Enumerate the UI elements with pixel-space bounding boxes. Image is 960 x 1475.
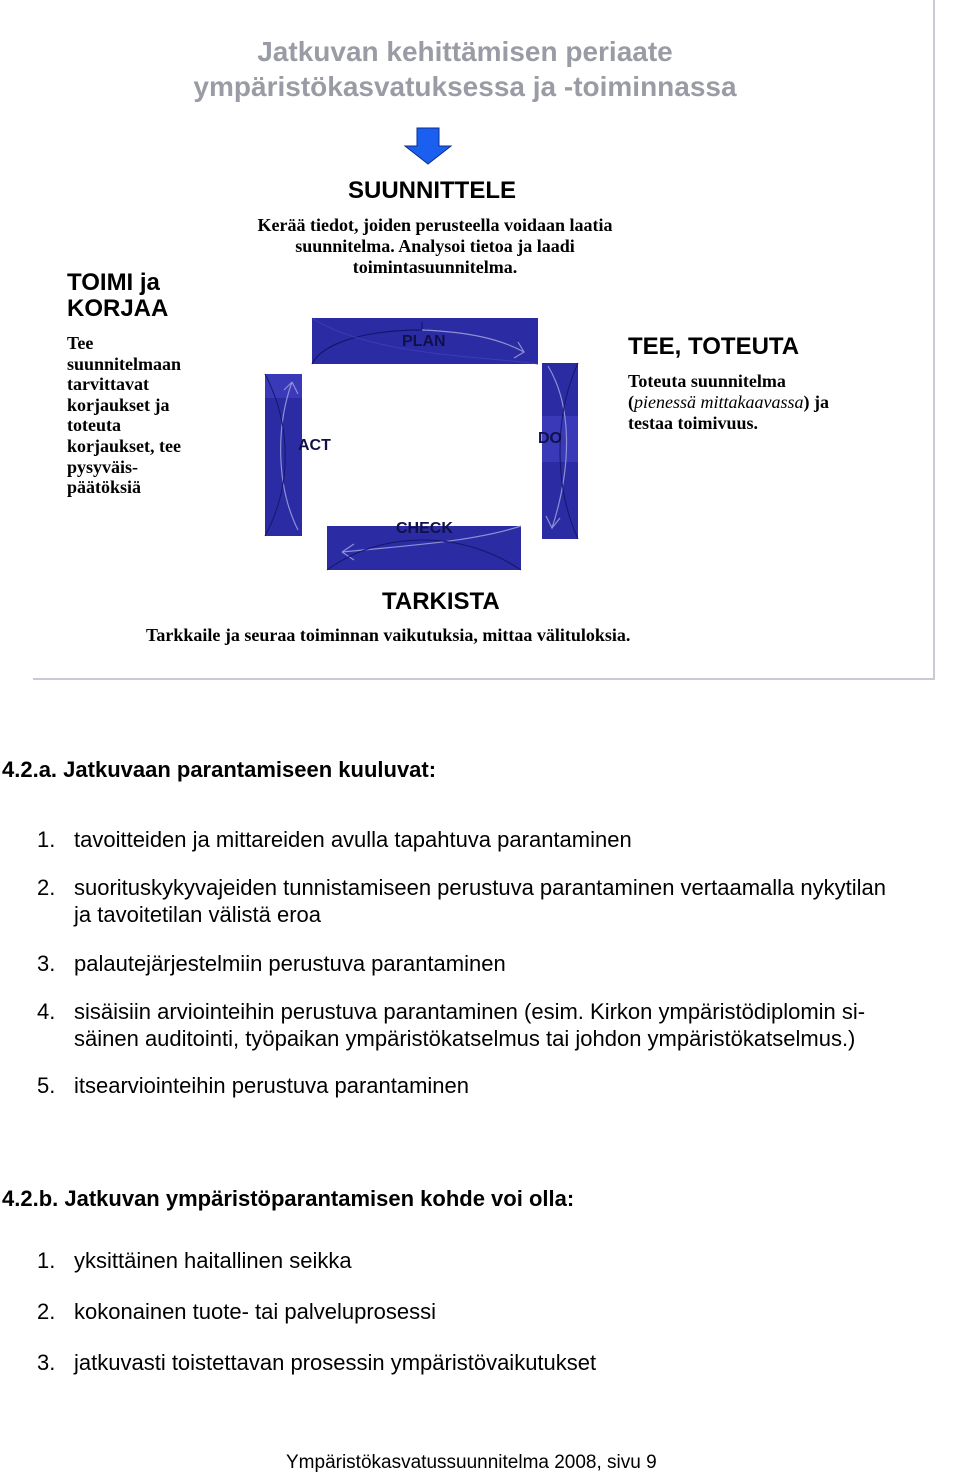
list-item-line: ja tavoitetilan välistä eroa [74, 902, 322, 927]
down-arrow-icon [404, 127, 452, 165]
list-item-number: 2. [37, 1299, 56, 1324]
list-item-text [74, 1298, 436, 1325]
act-heading-line: TOIMI ja [67, 269, 160, 296]
check-description: Tarkkaile ja seuraa toiminnan vaikutuksia, mittaa välituloksia. [146, 625, 631, 645]
list-item-line: kokonainen tuote- tai palveluprosessi [74, 1299, 437, 1324]
title-line-2: ympäristökasvatuksessa ja -toiminnassa [193, 71, 737, 102]
do-description [628, 371, 829, 434]
do-heading: TEE, TOTEUTA [628, 333, 800, 360]
list-item-line: tavoitteiden ja mittareiden avulla tapahtuva parantaminen [74, 827, 632, 852]
plan-label: PLAN [402, 333, 446, 350]
list-item-text [74, 826, 632, 853]
plan-description [200, 215, 670, 278]
list-item-line: itsearviointeihin perustuva parantaminen [74, 1073, 470, 1098]
list-item-line: suorituskykyvajeiden tunnistamiseen perustuva parantaminen vertaamalla nykytilan [74, 875, 886, 900]
list-item-line: yksittäinen haitallinen seikka [74, 1248, 352, 1273]
page-footer: Ympäristökasvatussuunnitelma 2008, sivu 9 [286, 1452, 657, 1473]
list-item-number: 5. [37, 1073, 56, 1098]
list-item-line: sisäisiin arviointeihin perustuva parantaminen (esim. Kirkon ympäristödiplomin si- [74, 999, 866, 1024]
do-desc-close: ) ja [803, 392, 829, 412]
do-desc-line: Toteuta suunnitelma [628, 371, 786, 391]
paren-open: ( [628, 392, 634, 412]
list-item-text [74, 1247, 352, 1274]
act-arrow [265, 374, 302, 536]
list-item-number: 1. [37, 1248, 56, 1273]
diagram-title [150, 34, 780, 104]
act-desc-line: tarvittavat [67, 374, 149, 395]
check-heading: TARKISTA [382, 588, 500, 615]
do-label: DO [538, 430, 562, 447]
act-label: ACT [298, 437, 331, 454]
act-heading [67, 270, 168, 322]
act-description [67, 333, 181, 498]
act-desc-line: pysyväis- [67, 456, 139, 477]
do-arrow [542, 363, 578, 539]
list-item-number: 1. [37, 827, 56, 852]
title-line-1: Jatkuvan kehittämisen periaate [257, 36, 673, 67]
act-heading-line: KORJAA [67, 295, 169, 322]
act-desc-line: toteuta [67, 415, 121, 436]
act-desc-line: päätöksiä [67, 477, 142, 498]
act-desc-line: korjaukset, tee [67, 435, 181, 456]
section-b-heading: 4.2.b. Jatkuvan ympäristöparantamisen kohde voi olla: [2, 1186, 575, 1211]
do-desc-line [628, 392, 829, 413]
list-item-line: jatkuvasti toistettavan prosessin ympäristövaikutukset [74, 1350, 597, 1375]
do-desc-line: testaa toimivuus. [628, 413, 758, 433]
plan-desc-line: suunnitelma. Analysoi tietoa ja laadi [295, 236, 575, 256]
plan-heading: SUUNNITTELE [348, 177, 516, 204]
list-item-number: 2. [37, 875, 56, 900]
plan-desc-line: Kerää tiedot, joiden perusteella voidaan laatia [257, 215, 613, 235]
section-a-heading: 4.2.a. Jatkuvaan parantamiseen kuuluvat: [2, 757, 437, 782]
list-item-text [74, 950, 506, 977]
act-desc-line: korjaukset ja [67, 394, 170, 415]
act-desc-line: Tee [67, 333, 94, 353]
list-item-number: 3. [37, 1350, 56, 1375]
list-item-text [74, 874, 886, 928]
list-item-text [74, 1349, 596, 1376]
check-label: CHECK [396, 520, 453, 537]
do-desc-italic: pienessä mittakaavassa [634, 392, 804, 412]
list-item-text [74, 1072, 469, 1099]
act-desc-line: suunnitelmaan [67, 353, 182, 374]
plan-desc-line: toimintasuunnitelma. [352, 257, 518, 277]
list-item-line: palautejärjestelmiin perustuva parantaminen [74, 951, 506, 976]
list-item-number: 3. [37, 951, 56, 976]
list-item-text [74, 998, 865, 1052]
list-item-line: säinen auditointi, työpaikan ympäristökatselmus tai johdon ympäristökatselmus.) [74, 1026, 856, 1051]
list-item-number: 4. [37, 999, 56, 1024]
